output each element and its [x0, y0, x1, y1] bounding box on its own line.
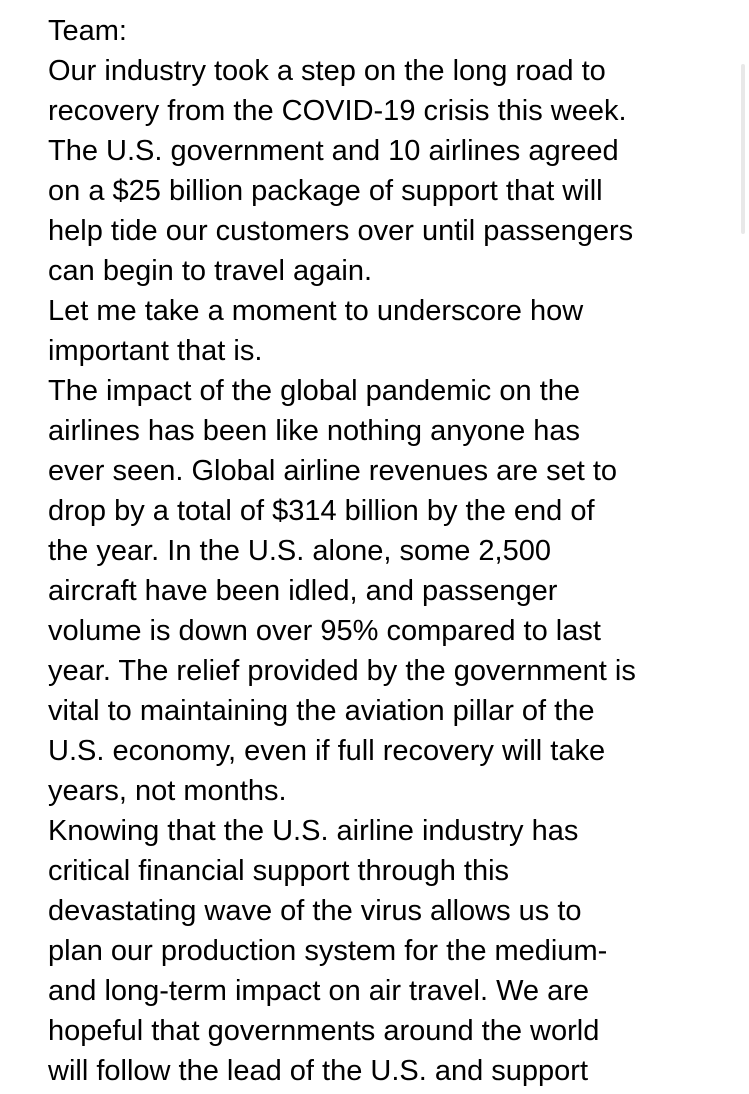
- text-line: U.S. economy, even if full recovery will take: [48, 735, 606, 767]
- text-line: devastating wave of the virus allows us to: [48, 895, 582, 927]
- text-line: The impact of the global pandemic on the: [48, 375, 580, 407]
- text-line: help tide our customers over until passengers: [48, 215, 634, 247]
- text-line: The U.S. government and 10 airlines agreed: [48, 135, 619, 167]
- text-line: and long-term impact on air travel. We are: [48, 975, 590, 1007]
- text-line: years, not months.: [48, 775, 287, 807]
- letter-body: [48, 11, 738, 1091]
- text-line: Our industry took a step on the long road to: [48, 55, 606, 87]
- text-line: vital to maintaining the aviation pillar of the: [48, 695, 595, 727]
- text-line: aircraft have been idled, and passenger: [48, 575, 558, 607]
- text-line: volume is down over 95% compared to last: [48, 615, 601, 647]
- text-line: the year. In the U.S. alone, some 2,500: [48, 535, 551, 567]
- text-line: Let me take a moment to underscore how: [48, 295, 584, 327]
- text-line: ever seen. Global airline revenues are set to: [48, 455, 618, 487]
- text-line: plan our production system for the medium-: [48, 935, 608, 967]
- text-line: hopeful that governments around the world: [48, 1015, 600, 1047]
- text-line: Knowing that the U.S. airline industry has: [48, 815, 579, 847]
- text-line: on a $25 billion package of support that will: [48, 175, 603, 207]
- text-line: important that is.: [48, 335, 263, 367]
- text-line: drop by a total of $314 billion by the end of: [48, 495, 595, 527]
- text-line: will follow the lead of the U.S. and support: [48, 1055, 589, 1087]
- text-line: critical financial support through this: [48, 855, 510, 887]
- text-line: recovery from the COVID-19 crisis this week.: [48, 95, 627, 127]
- text-line: Team:: [48, 15, 127, 47]
- text-line: can begin to travel again.: [48, 255, 373, 287]
- text-line: airlines has been like nothing anyone has: [48, 415, 581, 447]
- text-line: year. The relief provided by the government is: [48, 655, 636, 687]
- scrollbar[interactable]: [741, 64, 745, 234]
